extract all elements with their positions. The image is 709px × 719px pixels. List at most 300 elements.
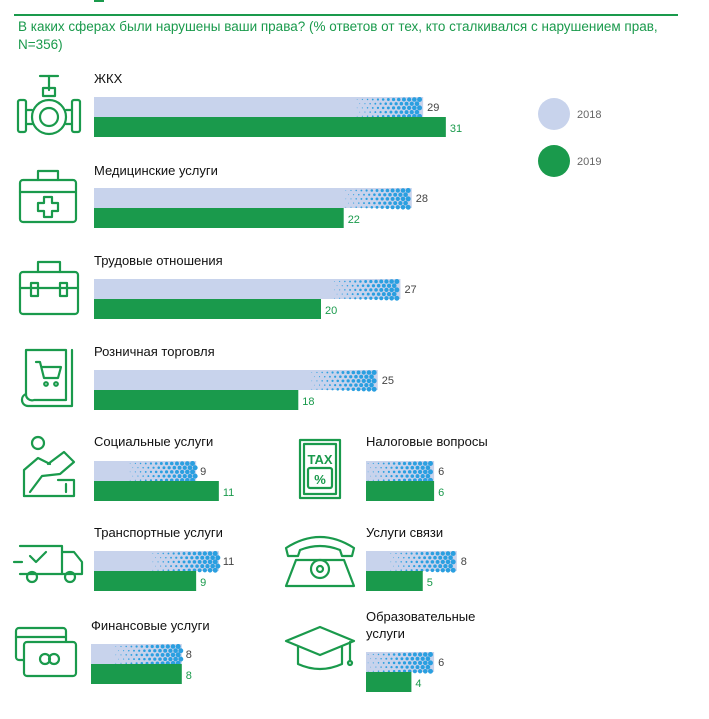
halftone-dot xyxy=(138,658,140,660)
halftone-dot xyxy=(173,466,177,470)
halftone-dot xyxy=(426,552,429,555)
halftone-dot xyxy=(347,379,350,382)
halftone-dot xyxy=(359,383,363,387)
halftone-dot xyxy=(336,380,339,383)
halftone-dot xyxy=(190,461,195,466)
halftone-dot xyxy=(421,466,425,470)
halftone-dot xyxy=(334,384,336,386)
halftone-dot xyxy=(200,564,204,568)
halftone-dot xyxy=(349,375,352,378)
halftone-dot xyxy=(426,560,429,563)
halftone-dot xyxy=(364,383,368,387)
halftone-dot xyxy=(360,190,362,192)
halftone-dot xyxy=(428,469,433,474)
halftone-dot xyxy=(360,198,362,200)
halftone-dot xyxy=(353,194,354,195)
halftone-dot xyxy=(408,557,410,559)
halftone-dot xyxy=(413,661,417,665)
halftone-dot xyxy=(188,474,193,479)
halftone-dot xyxy=(155,462,158,465)
graduation-cap-icon xyxy=(286,627,354,669)
halftone-dot xyxy=(400,657,403,660)
halftone-dot xyxy=(160,557,161,558)
halftone-dot xyxy=(410,102,414,106)
halftone-dot xyxy=(446,560,451,565)
halftone-dot xyxy=(125,663,126,664)
category-label: Социальные услуги xyxy=(94,434,214,449)
halftone-dot xyxy=(171,653,176,658)
halftone-dot xyxy=(185,565,188,568)
halftone-dot xyxy=(372,284,375,287)
halftone-dot xyxy=(316,372,317,373)
halftone-dot xyxy=(431,569,435,573)
halftone-dot xyxy=(342,371,345,374)
halftone-dot xyxy=(383,662,385,664)
halftone-dot xyxy=(205,556,209,560)
halftone-dot xyxy=(403,565,404,566)
halftone-dot xyxy=(441,568,445,572)
halftone-dot xyxy=(175,557,177,559)
halftone-dot xyxy=(451,559,456,564)
halftone-dot xyxy=(405,657,408,660)
value-label-2018: 28 xyxy=(415,193,429,205)
halftone-dot xyxy=(321,372,322,373)
halftone-dot xyxy=(400,666,403,669)
halftone-dot xyxy=(400,475,403,478)
halftone-dot xyxy=(213,568,218,573)
halftone-dot xyxy=(157,561,158,562)
bar-2019 xyxy=(366,571,423,591)
halftone-dot xyxy=(352,285,354,287)
halftone-dot xyxy=(359,297,362,300)
halftone-dot xyxy=(423,661,428,666)
halftone-dot xyxy=(376,206,379,209)
halftone-dot xyxy=(193,552,197,556)
halftone-dot xyxy=(382,98,385,101)
halftone-dot xyxy=(372,378,377,383)
halftone-dot xyxy=(406,188,411,193)
halftone-dot xyxy=(387,106,390,109)
halftone-dot xyxy=(403,557,404,558)
halftone-dot xyxy=(446,568,451,573)
halftone-dot xyxy=(395,657,398,660)
halftone-dot xyxy=(370,658,371,659)
halftone-dot xyxy=(152,570,153,571)
halftone-dot xyxy=(128,650,129,651)
halftone-dot xyxy=(423,565,426,568)
halftone-dot xyxy=(436,568,440,572)
halftone-dot xyxy=(412,97,417,102)
halftone-dot xyxy=(408,462,412,466)
halftone-dot xyxy=(195,564,199,568)
halftone-dot xyxy=(426,665,431,670)
halftone-dot xyxy=(368,194,370,196)
halftone-dot xyxy=(168,561,170,563)
halftone-dot xyxy=(200,556,204,560)
halftone-dot xyxy=(168,474,171,477)
halftone-dot xyxy=(190,556,193,559)
halftone-dot xyxy=(190,469,195,474)
halftone-dot xyxy=(168,553,170,555)
halftone-dot xyxy=(208,560,213,565)
halftone-dot xyxy=(138,650,140,652)
halftone-dot xyxy=(383,201,386,204)
value-label-2018: 8 xyxy=(185,649,192,661)
halftone-dot xyxy=(367,284,370,287)
halftone-dot xyxy=(142,475,143,476)
category-label xyxy=(366,609,475,641)
halftone-dot xyxy=(183,552,186,555)
halftone-dot xyxy=(170,565,172,567)
halftone-dot xyxy=(426,569,429,572)
halftone-dot xyxy=(441,560,445,564)
halftone-dot xyxy=(433,556,437,560)
halftone-dot xyxy=(359,280,362,283)
halftone-dot xyxy=(375,476,376,477)
halftone-dot xyxy=(353,203,354,204)
halftone-dot xyxy=(451,551,456,556)
halftone-dot xyxy=(140,480,141,481)
halftone-dot xyxy=(367,379,372,384)
halftone-dot xyxy=(369,280,372,283)
halftone-dot xyxy=(378,480,379,481)
halftone-dot xyxy=(367,370,372,375)
bar-2019 xyxy=(94,208,344,228)
halftone-dot xyxy=(380,475,381,476)
halftone-dot xyxy=(405,553,407,555)
halftone-dot xyxy=(390,562,391,563)
halftone-dot xyxy=(316,380,317,381)
halftone-dot xyxy=(389,279,394,284)
halftone-dot xyxy=(132,467,133,468)
halftone-dot xyxy=(173,657,178,662)
category-label: Финансовые услуги xyxy=(91,618,210,633)
halftone-dot xyxy=(384,296,388,300)
halftone-dot xyxy=(347,293,348,294)
halftone-dot xyxy=(395,666,398,669)
halftone-dot xyxy=(393,193,397,197)
halftone-dot xyxy=(168,649,172,653)
halftone-dot xyxy=(125,646,126,647)
telephone-icon xyxy=(286,537,354,586)
halftone-dot xyxy=(374,297,378,301)
halftone-dot xyxy=(215,564,220,569)
halftone-dot xyxy=(152,562,153,563)
halftone-dot xyxy=(151,645,154,648)
halftone-dot xyxy=(403,192,408,197)
halftone-dot xyxy=(390,111,393,114)
halftone-dot xyxy=(135,471,136,472)
halftone-dot xyxy=(412,106,417,111)
halftone-dot xyxy=(362,387,366,391)
halftone-dot xyxy=(334,281,335,282)
halftone-dot xyxy=(372,115,374,117)
halftone-dot xyxy=(391,205,395,209)
halftone-dot xyxy=(398,193,402,197)
halftone-dot xyxy=(125,654,126,655)
halftone-dot xyxy=(384,288,388,292)
halftone-dot xyxy=(413,462,417,466)
halftone-dot xyxy=(152,467,154,469)
legend-label-2018: 2018 xyxy=(577,109,602,121)
value-label-2018: 27 xyxy=(404,284,417,296)
halftone-dot xyxy=(349,297,351,299)
halftone-dot xyxy=(145,479,147,481)
halftone-dot xyxy=(326,380,328,382)
halftone-dot xyxy=(373,202,376,205)
halftone-dot xyxy=(137,476,138,477)
halftone-dot xyxy=(148,649,151,652)
halftone-dot xyxy=(373,671,374,672)
legend-swatch-2018 xyxy=(538,98,570,130)
halftone-dot xyxy=(413,565,415,567)
halftone-dot xyxy=(342,388,345,391)
halftone-dot xyxy=(316,389,317,390)
halftone-dot xyxy=(141,645,144,648)
halftone-dot xyxy=(180,461,184,465)
halftone-dot xyxy=(383,193,386,196)
halftone-dot xyxy=(336,371,339,374)
halftone-dot xyxy=(374,111,376,113)
halftone-dot xyxy=(180,470,184,474)
halftone-dot xyxy=(373,471,374,472)
value-label-2019: 4 xyxy=(415,678,422,690)
halftone-dot xyxy=(428,564,431,567)
halftone-dot xyxy=(400,102,404,106)
legend-label-2019: 2019 xyxy=(577,156,602,168)
halftone-dot xyxy=(205,564,209,568)
halftone-dot xyxy=(373,662,374,663)
halftone-dot xyxy=(147,475,149,477)
halftone-dot xyxy=(443,564,447,568)
halftone-dot xyxy=(364,297,367,300)
halftone-dot xyxy=(381,206,384,209)
halftone-dot xyxy=(115,663,116,664)
halftone-dot xyxy=(358,194,359,195)
halftone-dot xyxy=(188,560,191,563)
halftone-dot xyxy=(375,658,376,659)
halftone-dot xyxy=(130,646,132,648)
tax-document-icon xyxy=(300,440,340,498)
halftone-dot xyxy=(405,665,408,668)
halftone-dot xyxy=(428,652,433,657)
category-label-line: услуги xyxy=(366,626,405,641)
halftone-dot xyxy=(147,467,149,469)
credit-card-icon xyxy=(16,628,76,676)
halftone-dot xyxy=(208,568,213,573)
halftone-dot xyxy=(374,288,378,292)
halftone-dot xyxy=(355,190,356,191)
halftone-dot xyxy=(411,657,415,661)
halftone-dot xyxy=(155,557,156,558)
value-label-2018: 6 xyxy=(438,657,445,669)
halftone-dot xyxy=(185,556,188,559)
halftone-dot xyxy=(359,375,363,379)
halftone-dot xyxy=(210,564,215,569)
halftone-dot xyxy=(416,665,420,669)
halftone-dot xyxy=(416,657,420,661)
halftone-dot xyxy=(367,387,372,392)
halftone-dot xyxy=(411,474,415,478)
halftone-dot xyxy=(402,98,406,102)
halftone-dot xyxy=(379,296,383,300)
halftone-dot xyxy=(413,470,417,474)
halftone-dot xyxy=(357,371,361,375)
halftone-dot xyxy=(421,657,425,661)
category-label: Услуги связи xyxy=(366,525,444,540)
halftone-dot xyxy=(388,662,390,664)
halftone-dot xyxy=(153,657,156,660)
halftone-dot xyxy=(161,653,165,657)
halftone-dot xyxy=(368,472,369,473)
halftone-dot xyxy=(375,667,376,668)
halftone-dot xyxy=(410,110,414,114)
halftone-dot xyxy=(378,662,379,663)
halftone-dot xyxy=(423,652,428,657)
halftone-dot xyxy=(120,663,121,664)
medical-kit-icon xyxy=(20,171,76,222)
halftone-dot xyxy=(160,462,163,465)
delivery-truck-icon xyxy=(14,546,82,582)
halftone-dot xyxy=(376,197,379,200)
bar-2019 xyxy=(366,672,411,692)
halftone-dot xyxy=(426,465,431,470)
bar-2019 xyxy=(366,481,434,501)
halftone-dot xyxy=(392,283,397,288)
category-label: Медицинские услуги xyxy=(94,163,218,178)
halftone-dot xyxy=(337,285,338,286)
value-label-2018: 6 xyxy=(438,466,445,478)
halftone-dot xyxy=(334,290,335,291)
halftone-dot xyxy=(373,654,374,655)
halftone-dot xyxy=(349,281,351,283)
halftone-dot xyxy=(407,106,411,110)
halftone-dot xyxy=(354,289,356,291)
halftone-dot xyxy=(198,568,202,572)
halftone-dot xyxy=(156,645,160,649)
halftone-dot xyxy=(366,189,368,191)
halftone-dot xyxy=(344,281,345,282)
halftone-dot xyxy=(394,287,399,292)
halftone-dot xyxy=(130,662,132,664)
halftone-dot xyxy=(339,384,342,387)
halftone-dot xyxy=(173,552,175,554)
halftone-dot xyxy=(151,653,154,656)
halftone-dot xyxy=(160,566,161,567)
halftone-dot xyxy=(389,288,394,293)
halftone-dot xyxy=(311,381,312,382)
halftone-dot xyxy=(386,189,390,193)
halftone-dot xyxy=(203,568,207,572)
halftone-dot xyxy=(403,470,406,473)
halftone-dot xyxy=(388,462,390,464)
halftone-dot xyxy=(354,280,356,282)
halftone-dot xyxy=(321,380,322,381)
halftone-dot xyxy=(311,389,312,390)
halftone-dot xyxy=(357,293,359,295)
halftone-dot xyxy=(321,389,322,390)
halftone-dot xyxy=(411,552,413,554)
halftone-dot xyxy=(337,294,338,295)
halftone-dot xyxy=(395,110,398,113)
halftone-dot xyxy=(417,105,422,110)
halftone-dot xyxy=(188,465,193,470)
halftone-dot xyxy=(384,279,388,283)
halftone-dot xyxy=(155,471,158,474)
halftone-dot xyxy=(369,374,374,379)
halftone-dot xyxy=(364,112,365,113)
halftone-dot xyxy=(372,370,377,375)
value-label-2019: 11 xyxy=(222,487,235,499)
halftone-dot xyxy=(397,106,401,110)
halftone-dot xyxy=(413,669,417,673)
halftone-dot xyxy=(345,190,346,191)
halftone-dot xyxy=(372,387,377,392)
halftone-dot xyxy=(359,289,362,292)
halftone-dot xyxy=(331,371,333,373)
halftone-dot xyxy=(173,474,177,478)
halftone-dot xyxy=(376,189,379,192)
tax-icon-percent: % xyxy=(314,472,326,487)
halftone-dot xyxy=(357,116,358,117)
halftone-dot xyxy=(379,103,381,105)
halftone-dot xyxy=(405,561,407,563)
halftone-dot xyxy=(390,475,392,477)
halftone-dot xyxy=(384,102,387,105)
halftone-dot xyxy=(203,551,207,555)
halftone-dot xyxy=(383,654,385,656)
halftone-dot xyxy=(387,284,391,288)
halftone-dot xyxy=(378,471,379,472)
halftone-dot xyxy=(193,560,197,564)
halftone-dot xyxy=(394,279,399,284)
halftone-dot xyxy=(411,466,415,470)
value-label-2018: 29 xyxy=(427,102,440,114)
halftone-dot xyxy=(390,658,392,660)
halftone-dot xyxy=(130,480,131,481)
chart-question: В каких сферах были нарушены ваши права? (% ответов от тех, кто сталкивался с нарушением прав, N=356) xyxy=(18,19,658,52)
halftone-dot xyxy=(374,103,376,105)
halftone-dot xyxy=(368,654,369,655)
halftone-dot xyxy=(423,470,428,475)
halftone-dot xyxy=(354,375,358,379)
halftone-dot xyxy=(152,475,154,477)
halftone-dot xyxy=(153,649,156,652)
halftone-dot xyxy=(140,471,141,472)
halftone-dot xyxy=(431,552,435,556)
halftone-dot xyxy=(403,653,406,656)
halftone-dot xyxy=(421,552,424,555)
halftone-dot xyxy=(143,649,146,652)
halftone-dot xyxy=(311,372,312,373)
halftone-dot xyxy=(423,556,426,559)
halftone-dot xyxy=(400,553,401,554)
halftone-dot xyxy=(357,285,359,287)
value-label-2018: 25 xyxy=(381,375,394,387)
halftone-dot xyxy=(391,189,395,193)
halftone-dot xyxy=(448,564,453,569)
halftone-dot xyxy=(178,466,182,470)
halftone-dot xyxy=(339,298,340,299)
halftone-dot xyxy=(176,644,181,649)
bar-2018 xyxy=(94,370,378,390)
halftone-dot xyxy=(148,658,151,661)
halftone-dot xyxy=(178,657,183,662)
value-label-2019: 18 xyxy=(302,396,315,408)
halftone-dot xyxy=(171,644,176,649)
bar-2019 xyxy=(91,664,182,684)
halftone-dot xyxy=(416,552,419,555)
